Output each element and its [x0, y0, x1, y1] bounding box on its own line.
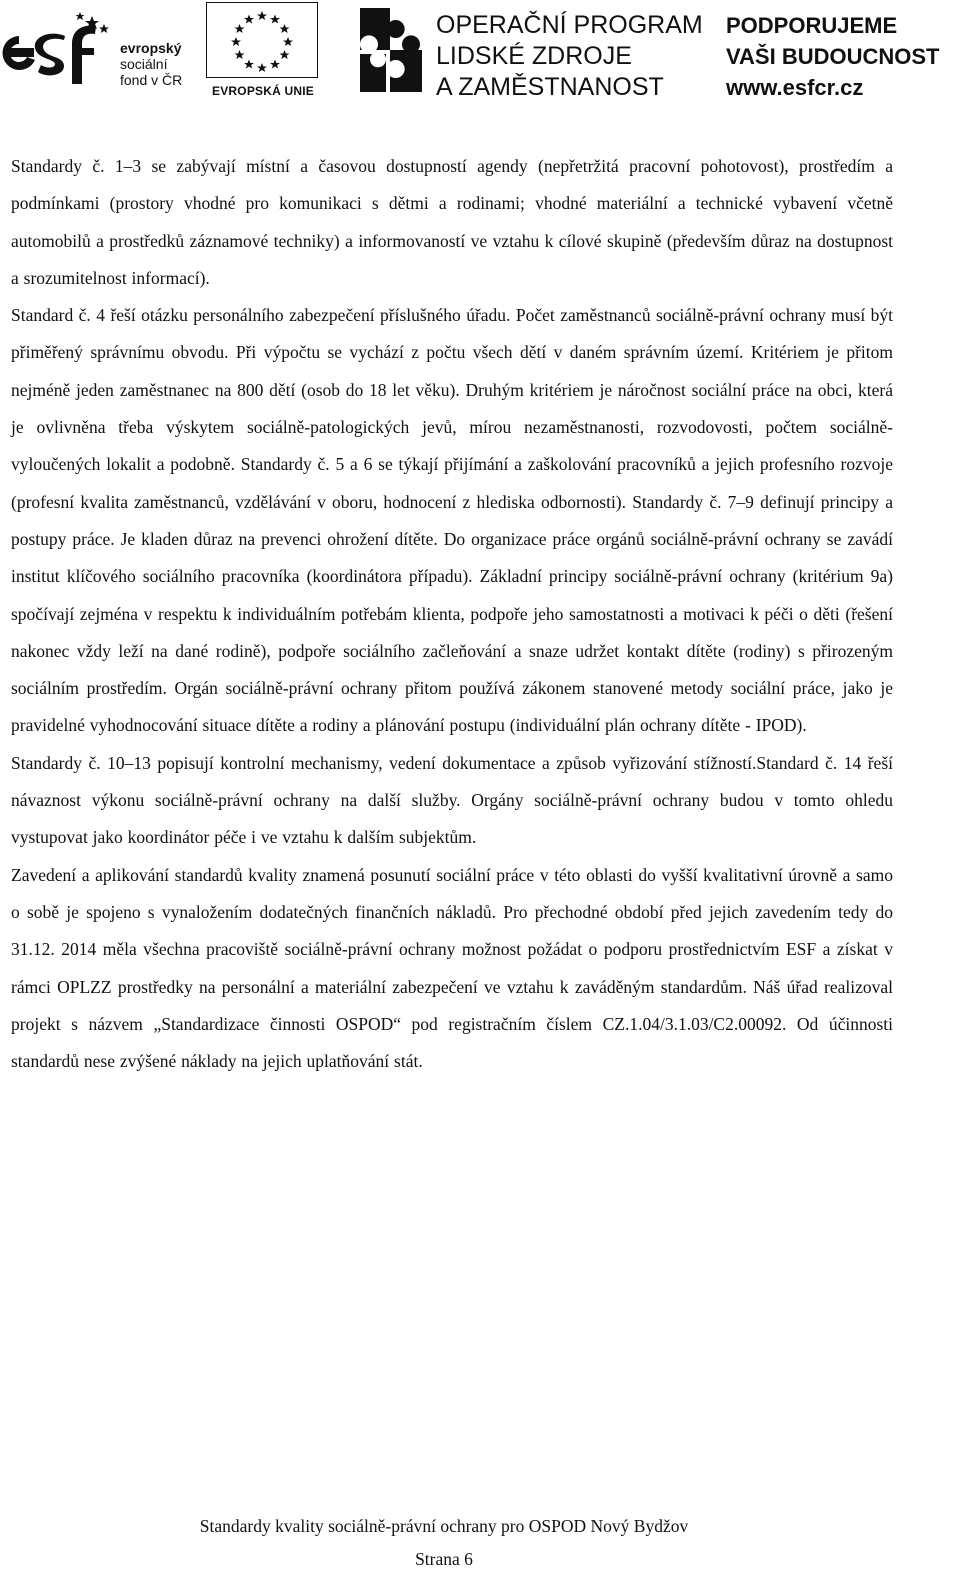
- document-body: [11, 148, 893, 1080]
- eu-flag-icon: [206, 2, 318, 78]
- slogan-line-1: PODPORUJEME: [726, 13, 898, 38]
- paragraph-standards-4-9: Standard č. 4 řeší otázku personálního zabezpečení příslušného úřadu. Počet zaměstnanců sociálně-právní ochrany musí být přiměřený správnímu obvodu. Při výpočtu se vychází z počtu všech dětí v daném správním území. Kritériem je přitom nejméně jeden zaměstnanec na 800 dětí (osob do 18 let věku). Druhým kritériem je náročnost sociální práce na obci, která je ovlivněna třeba výskytem sociálně-patologických jevů, mírou nezaměstnanosti, rozvodovosti, počtem sociálně-vyloučených lokalit a podobně. Standardy č. 5 a 6 se týkají přijímání a zaškolování pracovníků a jejich profesního rozvoje (profesní kvalita zaměstnanců, vzdělávání v oboru, hodnocení z hlediska odbornosti). Standardy č. 7–9 definují principy a postupy práce. Je kladen důraz na prevenci ohrožení dítěte. Do organizace práce orgánů sociálně-právní ochrany se zavádí institut klíčového sociálního pracovníka (koordinátora případu). Základní principy sociálně-právní ochrany (kritérium 9a) spočívají zejména v respektu k individuálním potřebám klienta, podpoře jeho samostatnosti a motivaci k péči o děti (řešení nakonec vždy leží na dané rodině), podpoře sociálního začleňování a snaze udržet kontakt dítěte (rodiny) s přirozeným sociálním prostředím. Orgán sociálně-právní ochrany přitom používá zákonem stanovené metody sociální práce, jako je pravidelné vyhodnocování situace dítěte a rodiny a plánování postupu (individuální plán ochrany dítěte - IPOD).: [11, 305, 893, 736]
- paragraph-implementation: Zavedení a aplikování standardů kvality znamená posunutí sociální práce v této oblasti do vyšší kvalitativní úrovně a samo o sobě je spojeno s vynaložením dodatečných finančních nákladů. Pro přechodné období před jejich zavedením tedy do 31.12. 2014 měla všechna pracoviště sociálně-právní ochrany možnost požádat o podporu prostřednictvím ESF a získat v rámci OPLZZ prostředky na personální a materiální zabezpečení ve vztahu k zaváděným standardům. Náš úřad realizoval projekt s názvem „Standardizace činnosti OSPOD“ pod registračním číslem CZ.1.04/3.1.03/C2.00092. Od účinnosti standardů nese zvýšené náklady na jejich uplatňování stát.: [11, 864, 893, 1072]
- slogan-line-2: VAŠI BUDOUCNOST: [726, 44, 940, 69]
- paragraph-standards-1-3: Standardy č. 1–3 se zabývají místní a časovou dostupností agendy (nepřetržitá pracovní pohotovost), prostředím a podmínkami (prostory vhodné pro komunikaci s dětmi a rodinami; vhodné materiální a technické vybavení včetně automobilů a prostředků záznamové techniky) a informovaností ve vztahu k cílové skupině (především důraz na dostupnost a srozumitelnost informací).: [11, 156, 893, 288]
- esf-logo: [0, 0, 190, 100]
- puzzle-piece-icon: [356, 4, 424, 96]
- eu-caption: EVROPSKÁ UNIE: [212, 84, 314, 98]
- eu-logo: [206, 2, 320, 100]
- op-line-3: A ZAMĚSTNANOST: [436, 73, 664, 101]
- op-lzz-logo: [356, 0, 703, 102]
- page-number: Strana 6: [415, 1549, 473, 1569]
- support-slogan: [726, 10, 960, 103]
- op-line-1: OPERAČNÍ PROGRAM: [436, 11, 703, 39]
- op-lzz-text: [436, 10, 703, 103]
- esf-line-2: sociální: [120, 56, 168, 72]
- esf-logo-text: [120, 40, 182, 88]
- esf-line-3: fond v ČR: [120, 72, 183, 88]
- paragraph-standards-10-14: Standardy č. 10–13 popisují kontrolní mechanismy, vedení dokumentace a způsob vyřizování stížností.Standard č. 14 řeší návaznost výkonu sociálně-právní ochrany na další služby. Orgány sociálně-právní ochrany budou v tomto ohledu vystupovat jako koordinátor péče i ve vztahu k dalším subjektům.: [11, 752, 893, 848]
- esf-logo-mark-icon: [0, 10, 112, 96]
- footer-title: Standardy kvality sociálně-právní ochrany pro OSPOD Nový Bydžov: [199, 1516, 689, 1536]
- logo-header: [0, 0, 960, 106]
- esf-line-1: evropský: [120, 40, 182, 56]
- op-line-2: LIDSKÉ ZDROJE: [436, 42, 632, 70]
- slogan-url: www.esfcr.cz: [726, 75, 864, 100]
